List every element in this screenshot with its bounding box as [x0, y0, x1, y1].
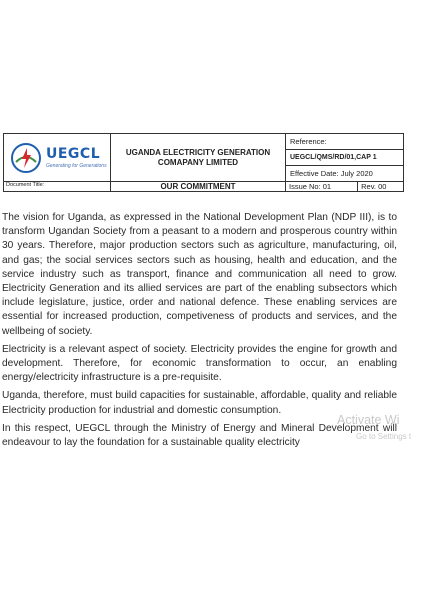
revision-number: Rev. 00	[358, 182, 404, 192]
paragraph-uegcl-commitment: In this respect, UEGCL through the Ministry of Energy and Mineral Development will endeavour to lay the foundation for a sustainable quality electricity	[2, 422, 397, 449]
effective-date: Effective Date: July 2020	[286, 166, 404, 182]
document-title: OUR COMMITMENT	[111, 182, 286, 192]
document-header-table	[3, 133, 404, 192]
paragraph-capacity-building: Uganda, therefore, must build capacities for sustainable, affordable, quality and reliable Electricity production for industrial and domestic consumption.	[2, 390, 397, 416]
company-name-line2: COMAPANY LIMITED	[157, 157, 239, 167]
company-name-cell	[111, 134, 286, 182]
document-title-label: Document Title:	[4, 182, 111, 192]
page-cutoff-area	[0, 462, 424, 600]
logo-cell	[4, 134, 111, 182]
paragraph-vision: The vision for Uganda, as expressed in the National Development Plan (NDP III), is to transform Ugandan Society from a peasant to a modern and prosperous country within 30 years. Therefore, major production sectors such as agriculture, manufacturing, oil, and gas; the social services sectors such as housing, health and education, and the service industry such as transport, finance and communication all need to grow. Electricity Generation and its allied services are part of the enabling subsectors which include legislature, justice, order and national defence. These enabling services are essential for increased production, competiveness of products and services, and the wellbeing of society.	[2, 212, 397, 337]
logo	[4, 142, 110, 174]
logo-tagline: Generating for Generations	[46, 163, 107, 169]
company-name-line1: UGANDA ELECTRICITY GENERATION	[125, 147, 271, 157]
issue-number: Issue No: 01	[286, 182, 358, 192]
paragraph-electricity-relevance: Electricity is a relevant aspect of society. Electricity provides the engine for growth and development. Therefore, for economic transformation to occur, an enabling energy/electricity infrastructure is a pre-requisite.	[2, 343, 397, 384]
activation-watermark-line1: Activate Wi	[337, 413, 400, 427]
logo-name: UEGCL	[46, 146, 101, 162]
activation-watermark-line2: Go to Settings t	[356, 432, 412, 441]
reference-value: UEGCL/QMS/RD/01,CAP 1	[286, 150, 404, 166]
reference-label: Reference:	[286, 134, 404, 150]
uegcl-logo-icon	[10, 142, 42, 174]
